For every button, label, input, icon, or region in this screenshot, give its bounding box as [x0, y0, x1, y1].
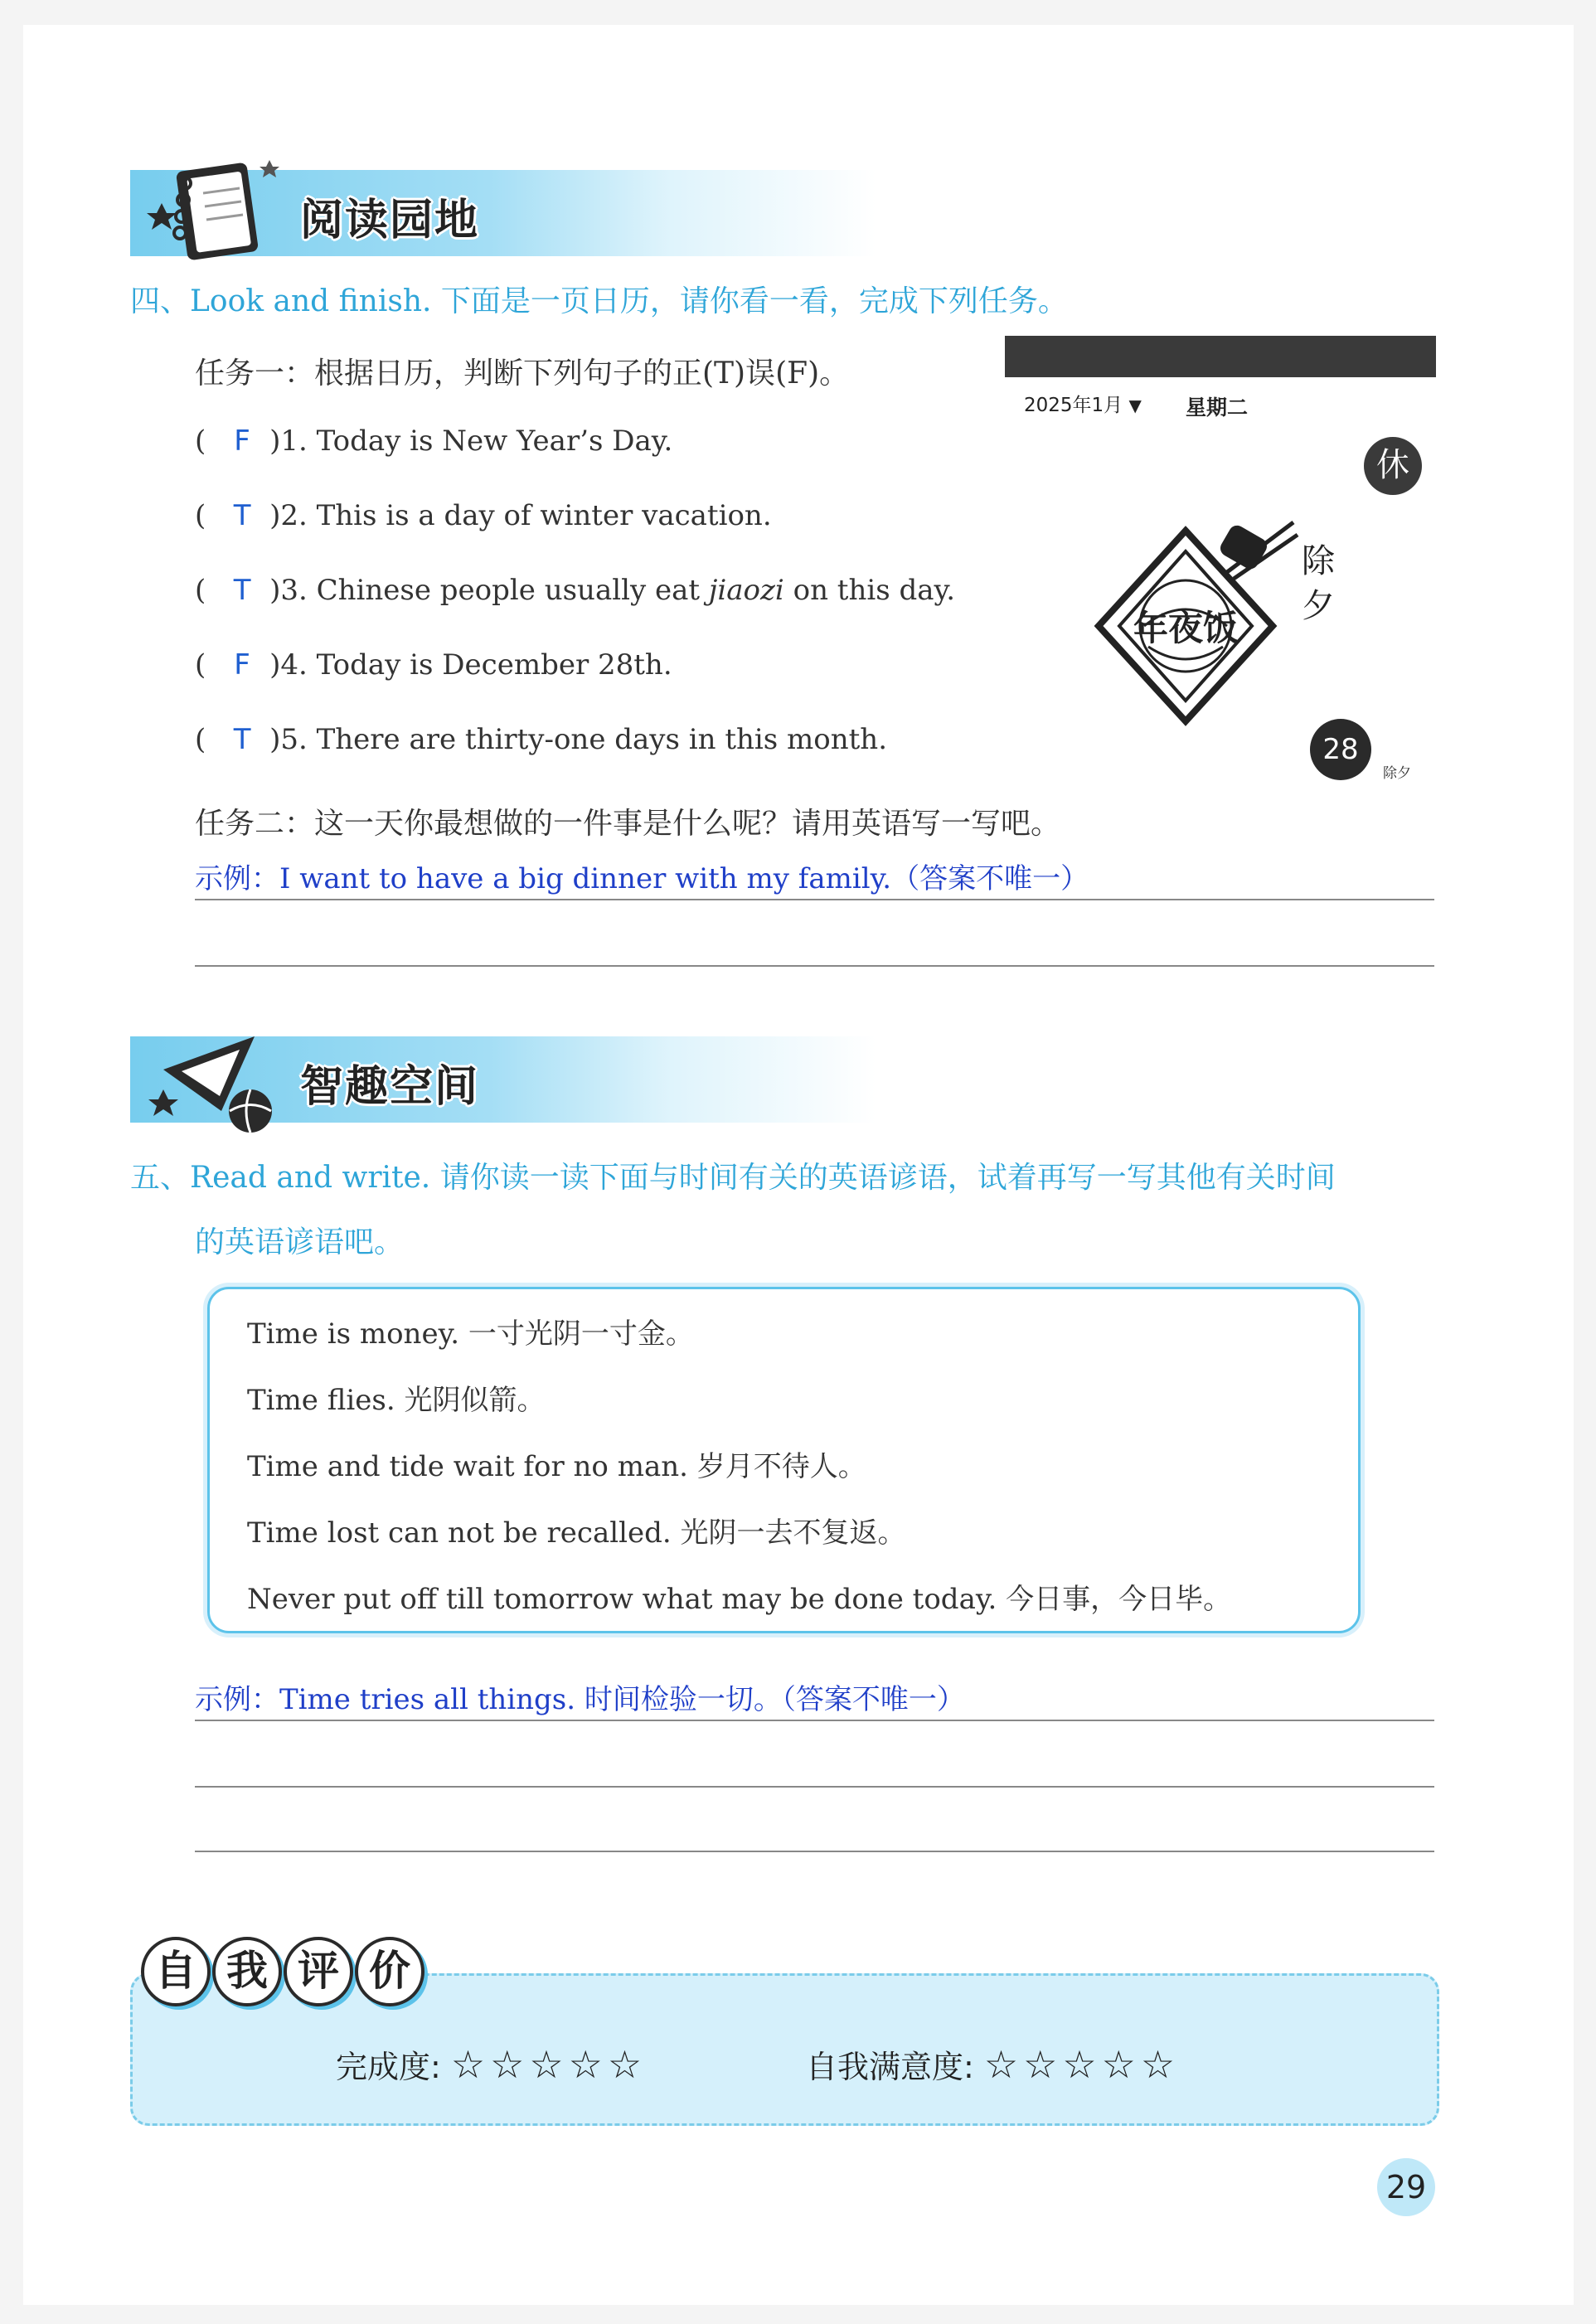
calendar-header-bar: [1005, 336, 1436, 377]
answer-line-1[interactable]: [195, 899, 1434, 900]
proverb-5: Never put off till tomorrow what may be done today. 今日事，今日毕。: [247, 1583, 1232, 1616]
fun-example-answer[interactable]: 示例：Time tries all things. 时间检验一切。（答案不唯一）: [195, 1683, 965, 1716]
answer-line-4[interactable]: [195, 1786, 1434, 1788]
answer-line-5[interactable]: [195, 1851, 1434, 1852]
question-5: ( T )5. There are thirty-one days in this month.: [195, 723, 888, 756]
proverb-4: Time lost can not be recalled. 光阴一去不复返。: [247, 1516, 906, 1550]
answer-2[interactable]: T: [233, 499, 251, 532]
calendar-festival: 除夕: [1302, 542, 1335, 625]
fun-section-banner: [130, 1036, 876, 1123]
calendar-art-text: 年夜饭: [1133, 608, 1239, 648]
calendar-day-number: 28: [1310, 719, 1371, 780]
question-1: ( F )1. Today is New Year’s Day.: [195, 425, 673, 458]
completion-rating: 完成度: ☆☆☆☆☆: [336, 2042, 648, 2087]
completion-stars[interactable]: ☆☆☆☆☆: [450, 2042, 648, 2087]
task2-example-answer[interactable]: 示例：I want to have a big dinner with my family.（答案不唯一）: [195, 862, 1089, 895]
answer-5[interactable]: T: [233, 723, 251, 756]
answer-1[interactable]: F: [234, 425, 250, 458]
calendar-month[interactable]: 2025年1月 ▼: [1024, 395, 1142, 416]
satisfaction-stars[interactable]: ☆☆☆☆☆: [983, 2042, 1181, 2087]
banner-title: 阅读园地: [300, 196, 480, 245]
task1-title: 任务一：根据日历，判断下列句子的正(T)误(F)。: [195, 357, 850, 391]
reading-instruction: 四、Look and finish. 下面是一页日历，请你看一看，完成下列任务。: [130, 284, 1068, 318]
answer-line-2[interactable]: [195, 965, 1434, 967]
calendar-weekday: 星期二: [1186, 395, 1249, 420]
proverb-1: Time is money. 一寸光阴一寸金。: [247, 1317, 694, 1351]
question-2: ( T )2. This is a day of winter vacation.: [195, 499, 772, 532]
rest-day-badge: 休: [1364, 437, 1422, 495]
page-number: 29: [1377, 2158, 1435, 2216]
proverbs-box: [207, 1287, 1361, 1633]
notebook-icon: [130, 153, 296, 269]
new-year-eve-dinner-icon: [1086, 514, 1302, 738]
calendar-day-note: 除夕: [1383, 765, 1411, 782]
self-evaluation-title: 自 我 评 价: [141, 1937, 426, 2008]
proverb-2: Time flies. 光阴似箭。: [247, 1384, 546, 1417]
reading-section-banner: [130, 170, 876, 256]
answer-4[interactable]: F: [234, 648, 250, 682]
proverb-3: Time and tide wait for no man. 岁月不待人。: [247, 1450, 866, 1483]
answer-line-3[interactable]: [195, 1720, 1434, 1721]
fun-instruction-line2: 的英语谚语吧。: [195, 1225, 405, 1259]
banner-title: 智趣空间: [300, 1062, 480, 1112]
answer-3[interactable]: T: [233, 574, 251, 607]
fun-instruction-line1: 五、Read and write. 请你读一读下面与时间有关的英语谚语，试着再写一写其他有关时间: [130, 1161, 1336, 1195]
dropdown-triangle-icon[interactable]: ▼: [1128, 395, 1142, 415]
question-3: ( T )3. Chinese people usually eat jiaozi on this day.: [195, 574, 956, 607]
ruler-and-ball-icon: [130, 1020, 296, 1136]
question-4: ( F )4. Today is December 28th.: [195, 648, 672, 682]
satisfaction-rating: 自我满意度: ☆☆☆☆☆: [806, 2042, 1181, 2087]
task2-title: 任务二：这一天你最想做的一件事是什么呢？请用英语写一写吧。: [195, 807, 1061, 841]
